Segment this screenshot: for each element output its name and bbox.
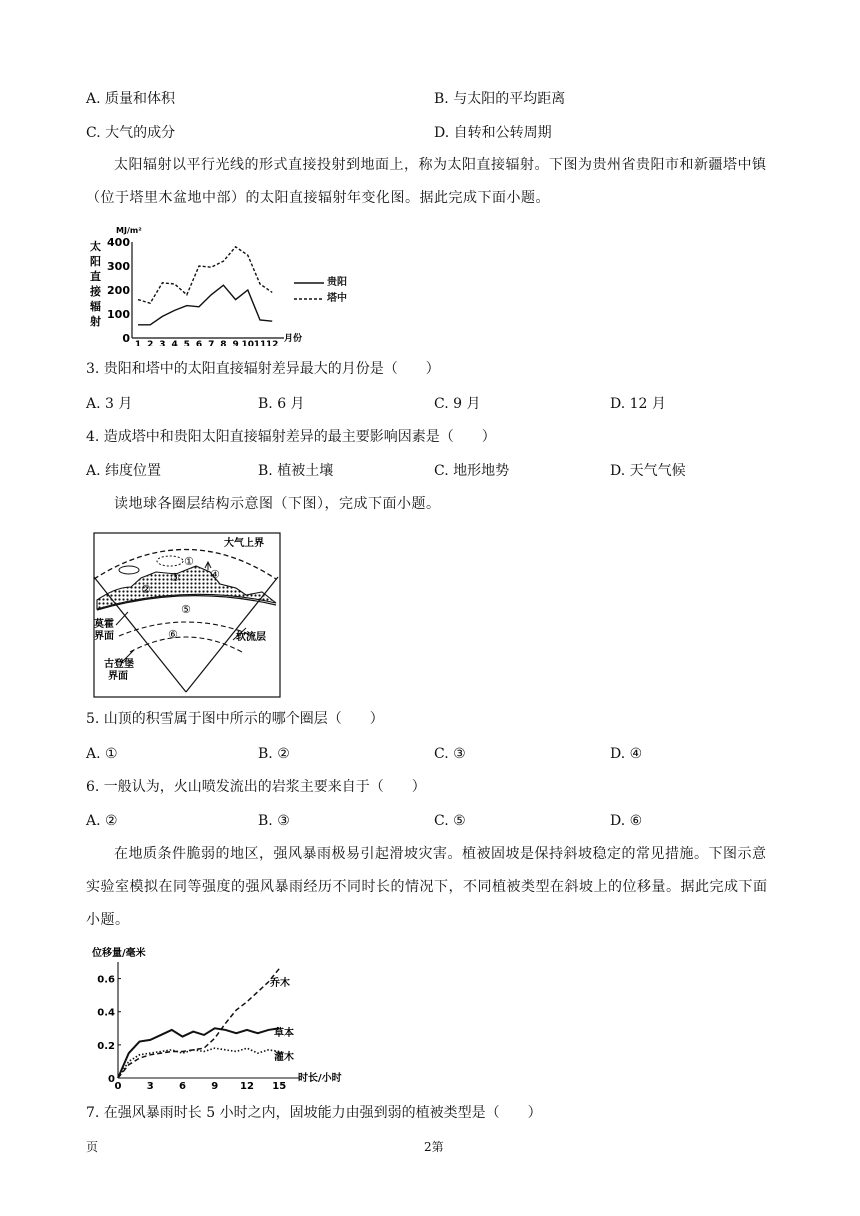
chart1-ylabel-char: 阳 [90, 255, 101, 268]
chart1-xtick-label: 12 [265, 340, 279, 346]
radiation-chart [86, 224, 326, 346]
q4-option-d: D. 天气气候 [610, 463, 686, 479]
q4-option-b: B. 植被土壤 [258, 463, 334, 479]
q6-option-c: C. ⑤ [434, 813, 466, 829]
q6-option-b: B. ③ [258, 813, 290, 829]
chart1-unit: MJ/m² [116, 226, 142, 235]
atmosphere-top-label: 大气上界 [224, 538, 264, 549]
q4-option-a: A. 纬度位置 [86, 463, 162, 479]
chart1-xticks [135, 340, 279, 346]
chart1-xtick-label: 1 [134, 340, 142, 346]
chart1-ylabel [89, 239, 101, 328]
q5-option-d: D. ④ [610, 746, 643, 762]
gutenberg-label-1: 古登堡 [104, 659, 134, 670]
label-qiaomu: 乔木 [270, 978, 290, 989]
footer-page-number: 2第 [424, 1140, 444, 1154]
layer-4-label: ④ [210, 568, 220, 581]
chart3-ytick-label: 0 [108, 1074, 115, 1085]
q6-stem: 6. 一般认为，火山喷发流出的岩浆主要来自于（ ） [86, 779, 426, 795]
q5-option-a: A. ① [86, 746, 118, 762]
chart1-ytick-label: 0 [122, 332, 130, 345]
series-caoben-line [118, 1028, 279, 1078]
q2-option-d: D. 自转和公转周期 [434, 125, 552, 141]
chart3-xtick-label: 0 [114, 1081, 122, 1090]
chart1-ytick-label: 300 [107, 260, 130, 273]
chart3-xtick-label: 9 [211, 1081, 219, 1090]
gutenberg-label-2: 界面 [108, 671, 128, 682]
q3-stem: 3. 贵阳和塔中的太阳直接辐射差异最大的月份是（ ） [86, 361, 440, 377]
chart3-xtick-label: 3 [146, 1081, 154, 1090]
chart3-xlabel: 时长/小时 [298, 1073, 342, 1084]
q5-option-c: C. ③ [434, 746, 466, 762]
layer-1-label: ① [184, 555, 194, 568]
layer-3-label: ③ [170, 571, 180, 584]
chart1-xtick-label: 2 [147, 340, 154, 346]
chart1-ylabel-char: 太 [90, 240, 101, 253]
chart1-ytick-label: 200 [107, 284, 130, 297]
q4-option-c: C. 地形地势 [434, 463, 510, 479]
chart1-ylabel-char: 射 [90, 315, 101, 328]
layer-6-label: ⑥ [168, 628, 178, 641]
chart1-ylabel-char: 接 [90, 285, 101, 298]
series-qiaomu-line [118, 969, 279, 1078]
chart1-ylabel-char: 直 [90, 270, 101, 283]
intro-paragraph-3: 在地质条件脆弱的地区，强风暴雨极易引起滑坡灾害。植被固坡是保持斜坡稳定的常见措施。下图示意实验室模拟在同等强度的强风暴雨经历不同时长的情况下，不同植被类型在斜坡上的位移量。据此完成下面小题。 [86, 846, 768, 928]
chart3-xtick-label: 6 [179, 1081, 186, 1090]
series-guanmu-line [118, 1048, 279, 1078]
series-tazhong-line [138, 247, 272, 303]
q3-option-a: A. 3 月 [86, 396, 133, 412]
q4-stem: 4. 造成塔中和贵阳太阳直接辐射差异的最主要影响因素是（ ） [86, 429, 496, 445]
chart3-ytick-label: 0.6 [97, 974, 115, 986]
asthenosphere-label: 软流层 [236, 632, 266, 643]
earth-layers-diagram [86, 530, 286, 700]
legend-tazhong-label: 塔中 [327, 293, 347, 304]
chart3-xtick-label: 15 [272, 1081, 287, 1090]
chart1-xtick-label: 10 [241, 340, 255, 346]
chart3-ylabel: 位移量/毫米 [92, 948, 146, 959]
chart1-ytick-label: 400 [107, 236, 130, 249]
q6-option-a: A. ② [86, 813, 118, 829]
q2-option-b: B. 与太阳的平均距离 [434, 91, 566, 107]
q2-option-c: C. 大气的成分 [86, 125, 176, 141]
q5-option-b: B. ② [258, 746, 290, 762]
q3-option-b: B. 6 月 [258, 396, 305, 412]
q3-option-d: D. 12 月 [610, 396, 666, 412]
chart3-ytick-label: 0.2 [97, 1040, 115, 1052]
chart1-xtick-label: 4 [171, 340, 178, 346]
q3-option-c: C. 9 月 [434, 396, 481, 412]
chart3-xtick-label: 12 [240, 1081, 254, 1090]
cloud-shape [157, 556, 183, 566]
chart1-yticks [107, 236, 130, 345]
chart1-xunit: 月份 [284, 334, 303, 344]
displacement-chart [88, 944, 360, 1090]
chart1-ytick-label: 100 [107, 308, 130, 321]
q2-option-a: A. 质量和体积 [86, 91, 176, 107]
intro-paragraph-2: 读地球各圈层结构示意图（下图），完成下面小题。 [114, 496, 441, 512]
chart1-xtick-label: 7 [208, 340, 215, 346]
layer-2-label: ② [141, 583, 151, 596]
intro-paragraph-1: 太阳辐射以平行光线的形式直接投射到地面上，称为太阳直接辐射。下图为贵州省贵阳市和新疆塔中镇（位于塔里木盆地中部）的太阳直接辐射年变化图。据此完成下面小题。 [86, 157, 767, 206]
chart1-xtick-label: 8 [220, 340, 227, 346]
chart1-xtick-label: 6 [195, 340, 203, 346]
chart1-xtick-label: 9 [232, 340, 239, 346]
footer-left: 页 [86, 1140, 99, 1154]
lake-shape [119, 566, 139, 574]
chart3-ytick-label: 0.4 [97, 1007, 115, 1019]
chart1-ylabel-char: 辐 [90, 300, 101, 313]
q7-stem: 7. 在强风暴雨时长 5 小时之内，固坡能力由强到弱的植被类型是（ ） [86, 1105, 542, 1121]
moho-label-1: 莫霍 [94, 619, 114, 630]
label-guanmu: 灌木 [274, 1052, 294, 1063]
q6-option-d: D. ⑥ [610, 813, 643, 829]
q5-stem: 5. 山顶的积雪属于图中所示的哪个圈层（ ） [86, 711, 384, 727]
chart1-xtick-label: 11 [253, 340, 267, 346]
moho-label-2: 界面 [94, 631, 114, 642]
label-caoben: 草本 [274, 1028, 294, 1039]
layer-5-label: ⑤ [181, 603, 191, 616]
chart1-xtick-label: 5 [183, 340, 190, 346]
chart1-xtick-label: 3 [159, 340, 166, 346]
legend-guiyang-label: 贵阳 [327, 277, 347, 288]
